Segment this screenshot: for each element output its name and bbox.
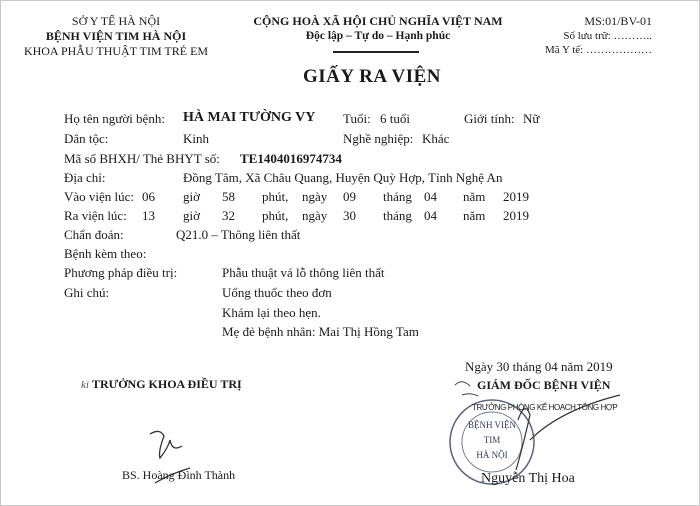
diagnosis-label: Chẩn đoán: — [64, 227, 124, 242]
address-label: Địa chỉ: — [64, 170, 106, 185]
minute-unit: phút, — [262, 189, 289, 204]
department-name: KHOA PHẪU THUẬT TIM TRẺ EM — [23, 44, 209, 58]
note-line: Uống thuốc theo đơn — [222, 285, 332, 300]
age-label: Tuổi: — [343, 111, 371, 126]
year-unit: năm — [463, 208, 486, 223]
stamp-text: BỆNH VIỆN — [467, 420, 517, 430]
right-signer-subtitle: TRƯỞNG PHÒNG KẾ HOẠCH TỔNG HỢP — [472, 403, 618, 412]
admission-hour: 06 — [142, 189, 155, 204]
discharge-month: 04 — [424, 208, 437, 223]
stamp-text: TIM — [483, 435, 501, 445]
month-unit: tháng — [383, 208, 412, 223]
job-value: Khác — [422, 131, 450, 146]
right-signer-name: Nguyễn Thị Hoa — [481, 471, 575, 486]
left-signer-name: BS. Hoàng Đình Thành — [122, 468, 236, 482]
medical-code: Mã Y tế: ……………… — [544, 44, 652, 56]
sign-date: Ngày 30 tháng 04 năm 2019 — [465, 359, 613, 374]
treatment-value: Phẫu thuật vá lỗ thông liên thất — [222, 265, 385, 280]
patient-name: HÀ MAI TƯỜNG VY — [183, 110, 316, 125]
document-title: GIẤY RA VIỆN — [303, 66, 441, 87]
hospital-name: BỆNH VIỆN TIM HÀ NỘI — [45, 29, 187, 43]
national-title: CỘNG HOÀ XÃ HỘI CHỦ NGHĨA VIỆT NAM — [253, 14, 503, 28]
right-signer-title: GIÁM ĐỐC BỆNH VIỆN — [477, 378, 611, 392]
treatment-label: Phương pháp điều trị: — [64, 265, 178, 280]
national-motto: Độc lập – Tự do – Hạnh phúc — [305, 30, 451, 42]
discharge-year: 2019 — [503, 208, 529, 223]
day-unit: ngày — [302, 189, 328, 204]
discharge-label: Ra viện lúc: — [64, 208, 127, 223]
notes-label: Ghi chú: — [64, 285, 110, 300]
hour-unit: giờ — [183, 208, 200, 223]
admission-label: Vào viện lúc: — [64, 189, 135, 204]
day-unit: ngày — [302, 208, 328, 223]
year-unit: năm — [463, 189, 486, 204]
name-label: Họ tên người bệnh: — [64, 111, 165, 126]
stamp-text: HÀ NỘI — [476, 450, 508, 460]
diagnosis-value: Q21.0 – Thông liên thất — [176, 227, 301, 242]
admission-minute: 58 — [222, 189, 235, 204]
minute-unit: phút, — [262, 208, 289, 223]
gender-value: Nữ — [523, 111, 540, 126]
admission-day: 09 — [343, 189, 356, 204]
insurance-label: Mã số BHXH/ Thẻ BHYT số: — [64, 151, 220, 166]
archive-number: Số lưu trữ: ……….. — [563, 30, 652, 42]
left-signer-title: TRƯỞNG KHOA ĐIỀU TRỊ — [92, 377, 242, 391]
discharge-minute: 32 — [222, 208, 235, 223]
comorbid-label: Bệnh kèm theo: — [64, 246, 147, 261]
address-value: Đồng Tâm, Xã Châu Quang, Huyện Quỳ Hợp, Tỉnh Nghệ An — [183, 170, 503, 185]
note-line: Mẹ đẻ bệnh nhân: Mai Thị Hồng Tam — [222, 324, 419, 339]
admission-year: 2019 — [503, 189, 529, 204]
gender-label: Giới tính: — [464, 111, 515, 126]
discharge-day: 30 — [343, 208, 356, 223]
department-of-health: SỞ Y TẾ HÀ NỘI — [71, 14, 161, 28]
form-code: MS:01/BV-01 — [584, 14, 652, 28]
discharge-hour: 13 — [142, 208, 155, 223]
ethnicity-value: Kinh — [183, 131, 209, 146]
age-value: 6 tuổi — [380, 111, 410, 126]
job-label: Nghề nghiệp: — [343, 131, 414, 146]
month-unit: tháng — [383, 189, 412, 204]
handwritten-prefix: ki — [81, 379, 89, 391]
admission-month: 04 — [424, 189, 437, 204]
insurance-number: TE1404016974734 — [240, 151, 342, 166]
ethnicity-label: Dân tộc: — [64, 131, 109, 146]
note-line: Khám lại theo hẹn. — [222, 305, 321, 320]
hour-unit: giờ — [183, 189, 200, 204]
